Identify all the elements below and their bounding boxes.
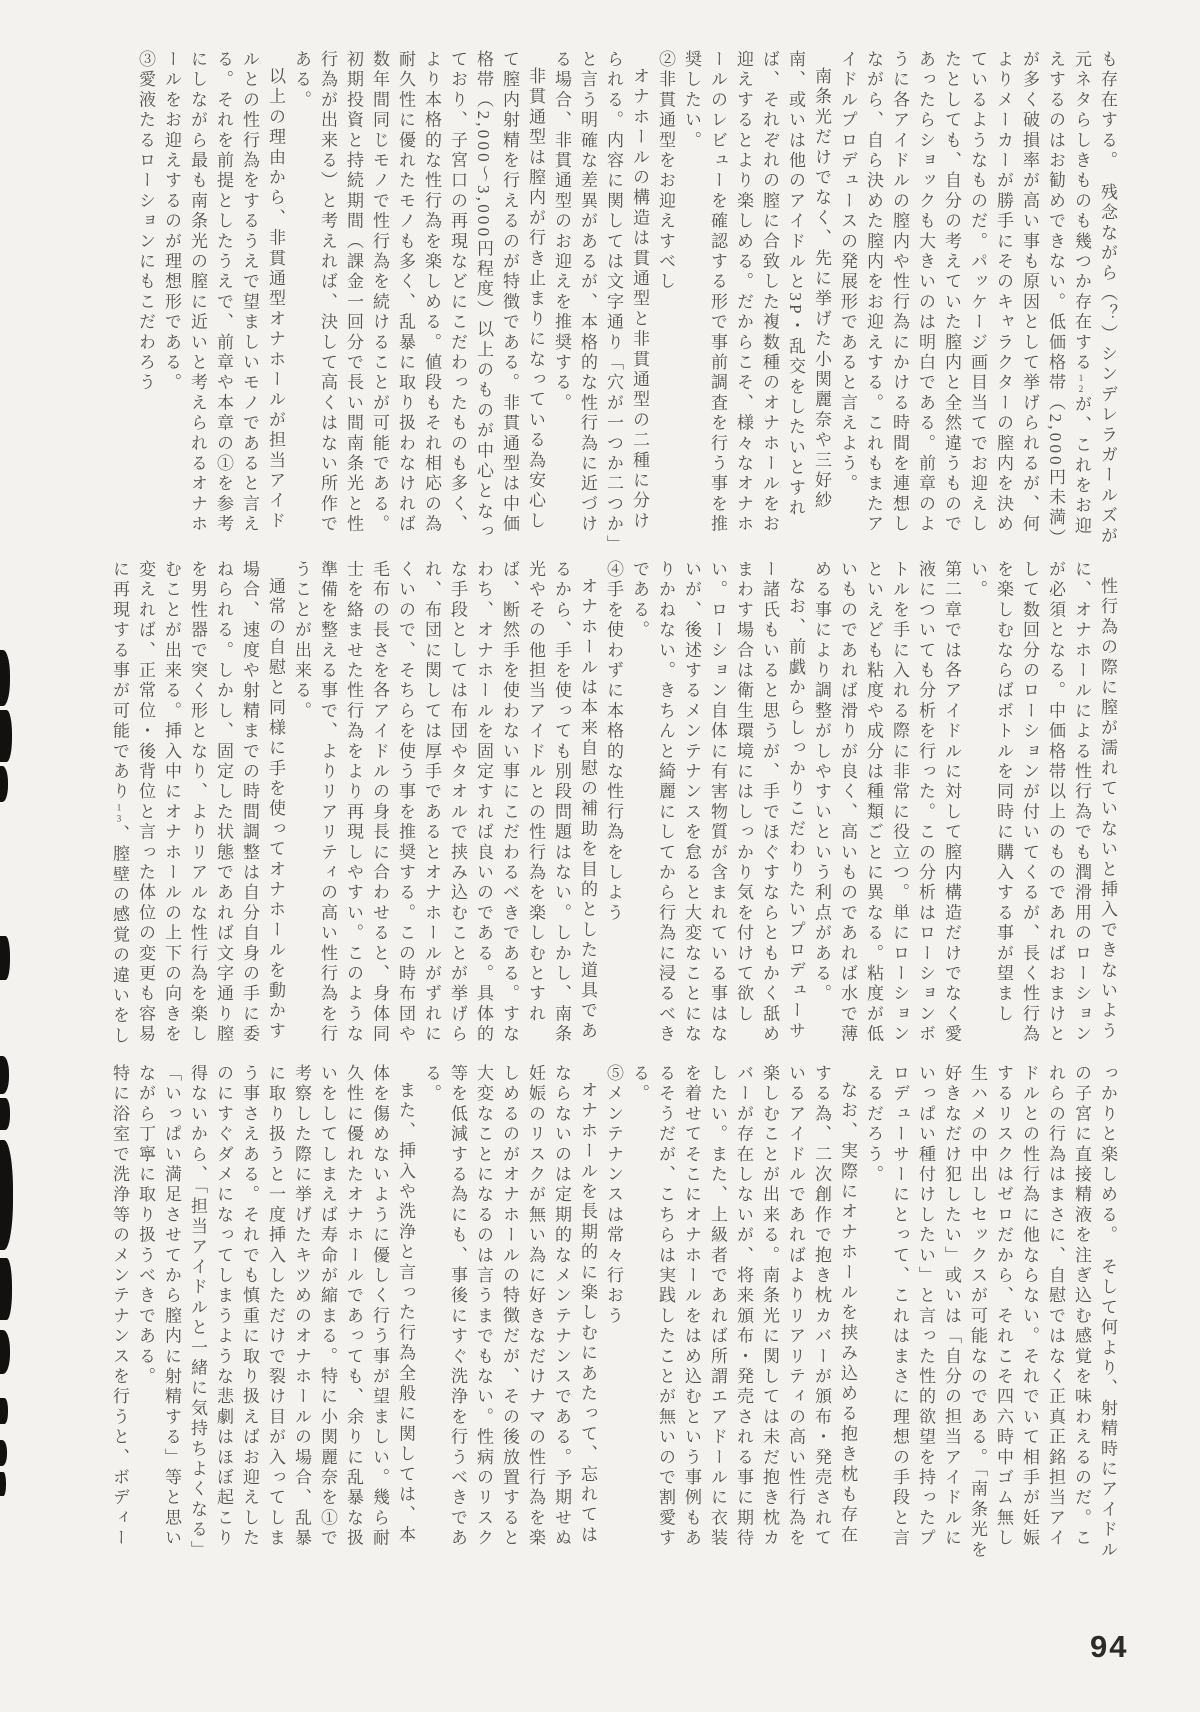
page-number: 94 — [1090, 1629, 1129, 1664]
paragraph: なお、前戯からしっかりこだわりたいプロデューサー諸氏もいると思うが、手でほぐすならともかく舐めまわす場合は衛生環境にはしっかり気を付けて欲しい。ローション自体に有害物質が含まれている事はないが、後述するメンテナンスを怠ると大変なことになりかねない。きちんと綺麗にしてから行為に浸るべきである。 — [630, 560, 805, 1045]
paragraph-text: が、これをお迎えするのはお勧めできない。低価格帯（2,000円未満）が多く破損率が高い事も原因として挙げられるが、何よりメーカーが勝手にそのキャラクターの膣内を決めているようなものだ。パッケージ画目当てでお迎えしたとしても、自分の考えていた膣内と全然違うものであったらショックも大きいのは明白である。前章のように各アイドルの膣内や性行為にかける時間を連想しながら、自ら決めた膣内をお迎えする。これもまたアイドルプロデュースの発展形であると言えよう。 — [838, 50, 1091, 541]
paragraph: 第二章では各アイドルに対して膣内構造だけでなく愛液についても分析を行った。この分析はローションボトルを手に入れる際に非常に役立つ。単にローションといえども粘度や成分は種類ごとに異なる。粘度が低いものであれば滑りが良く、高いものであれば水で薄める事により調整がしやすいという利点がある。 — [812, 560, 961, 1045]
paragraph: 以上の理由から、非貫通型オナホールが担当アイドルとの性行為をするうえで望ましいモノであると言える。それを前提としたうえで、前章や本章の①を参考にしながら最も南条光の膣に近いと考えられるオナホールをお迎えするのが理想形である。 — [162, 50, 285, 535]
paragraph-text: 通常の自慰と同様に手を使ってオナホールを動かす場合、速度や射精までの時間調整は自分自身の手に委ねられる。しかし、固定した状態であれば文字通り膣を男性器で突く形となり、よりリアルな性行為を楽しむことが出来る。挿入中にオナホールの上下の向きを変えれば、正常位・後背位と言った体位の変更も容易に再現する事が可能であり — [110, 560, 285, 1045]
ink-blot — [0, 650, 10, 706]
ink-blot — [0, 710, 12, 762]
paragraph-text: も存在する。 残念ながら（？）シンデレラガールズが元ネタらしきものも幾つか存在する — [1072, 50, 1117, 547]
section-heading: ②非貫通型をお迎えすべし — [656, 50, 675, 293]
paragraph: なお、実際にオナホールを挟み込める抱き枕も存在する為、二次創作で抱き枕カバーが頒布・発売されているアイドルであればよりリアリティの高い性行為を楽しむことが出来る。南条光に関しては未だ抱き枕カバーが存在しないが、将来頒布・発売される事に期待したい。また、上級者であれば所謂エアドールに衣装を着せてそこにオナホールをはめ込むという事例もあるそうだが、こちらは実践したことが無いので割愛する。 — [630, 1064, 857, 1549]
footnote-marker: 12 — [1076, 373, 1086, 396]
ink-blot — [0, 1140, 13, 1250]
ink-blot — [0, 766, 8, 802]
text-band-middle — [76, 560, 1120, 1058]
paragraph: オナホールは本来自慰の補助を目的とした道具であるから、手を使っても別段問題はない。しかし、南条光やその他担当アイドルとの性行為を楽しむとすれば、断然手を使わない事にこだわるべきである。すなわち、オナホールを固定すれば良いのである。具体的な手段としては布団やタオルで挟み込むことが挙げられ、布団に関しては厚手であるとオナホールがずれにくいので、そちらを使う事を推奨する。この時布団や毛布の長さを各アイドルの身長に合わせると、身体同士を絡ませた性行為をより再現しやすい。このような準備を整える事で、よりリアリティの高い性行為を行うことが出来る。 — [292, 560, 597, 1045]
paragraph: 性行為の際に膣が濡れていないと挿入できないように、オナホールによる性行為でも潤滑用のローションが必須となる。中価格帯以上のものであればおまけとして数回分のローションが付いてくるが、長く性行為を楽しむならばボトルを同時に購入する事が望ましい。 — [968, 560, 1117, 1045]
paragraph: また、挿入や洗浄と言った行為全般に関しては、本体を傷めないように優しく行う事が望ましい。幾ら耐久性に優れたオナホールであっても、余りに乱暴な扱いをしてしまえば寿命が縮まる。特に小関麗奈を①で考察した際に挙げたキツめのオナホールの場合、乱暴に取り扱うと一度挿入しただけで裂け目が入ってしまう事さえある。それでも慎重に取り扱えばお迎えしたのにすぐダメになってしまうような悲劇はほぼ起こり得ないから、「担当アイドルと一緒に気持ちよくなる」「いっぱい満足させてから膣内に射精する」等と思いながら丁寧に取り扱うべきである。 — [136, 1064, 415, 1561]
text-band-top — [76, 50, 1120, 548]
ink-blot — [0, 1098, 10, 1130]
ink-blot — [0, 1440, 7, 1466]
ink-blot — [0, 936, 10, 980]
ink-blot — [0, 1056, 9, 1094]
paragraph: オナホールを長期的に楽しむにあたって、忘れてはならないのは定期的なメンテナンスである。予期せぬ妊娠のリスクが無い為に好きなだけナマの性行為を楽しめるのがオナホールの特徴だが、その後放置すると大変なことになるのは言うまでもない。性病のリスク等を低減する為にも、事後にすぐ洗浄を行うべきである。 — [422, 1064, 597, 1549]
ink-blot — [0, 1472, 6, 1496]
ink-blot — [0, 1258, 12, 1320]
paragraph: 南条光だけでなく、先に挙げた小関麗奈や三好紗南、或いは他のアイドルと3P・乱交をしたいとすれば、それぞれの膣に合致した複数種のオナホールをお迎えするとより楽しめる。だからこそ、様々なオナホールのレビューを確認する形で事前調査を行う事を推奨したい。 — [682, 50, 831, 535]
paragraph — [834, 50, 1120, 548]
ink-blot — [0, 1330, 10, 1374]
section-heading: ④手を使わずに本格的な性行為をしよう — [604, 560, 623, 924]
paragraph: 非貫通型は膣内が行き止まりになっている為安心して膣内射精を行えるのが特徴である。非貫通型は中価格帯（2,000～3,000円程度）以上のものが中心となっており、子宮口の再現などにこだわったものも多く、より本格的な性行為を楽しめる。値段もそれ相応の為耐久性に優れたモノも多く、乱暴に取り扱わなければ数年間同じモノで性行為を続けることが可能である。初期投資と持続期間（課金一回分で長い間南条光と性行為が出来る）と考えれば、決して高くはない所作である。 — [292, 50, 545, 543]
paragraph-text: 、膣壁の感覚の違いをし — [110, 824, 129, 1047]
section-heading: ③愛液たるローションにもこだわろう — [136, 50, 155, 394]
paragraph — [106, 560, 288, 1058]
paragraph: っかりと楽しめる。 そして何より、射精時にアイドルの子宮に直接精液を注ぎ込む感覚を味わえるのだ。これらの行為はまさに、自慰ではなく正真正銘担当アイドルとの性行為に他ならない。それでいて相手が妊娠するリスクはゼロだから、それこそ四六時中ゴム無し生ハメの中出しセックスが可能なのである。「南条光を好きなだけ犯したい」或いは「自分の担当アイドルにいっぱい種付けしたい」と言った性的欲望を持ったプロデューサーにとって、これはまさに理想の手段と言えるだろう。 — [864, 1064, 1117, 1561]
text-band-bottom — [76, 1064, 1120, 1562]
ink-blot — [0, 1398, 8, 1424]
paragraph: 特に浴室で洗浄等のメンテナンスを行うと、ボディー — [110, 1064, 129, 1549]
section-heading: ⑤メンテナンスは常々行おう — [604, 1064, 623, 1327]
paragraph: オナホールの構造は貫通型と非貫通型の二種に分けられる。内容に関しては文字通り「穴が一つか二つか」と言う明確な差異があるが、本格的な性行為に近づける場合、非貫通型のお迎えを推奨する。 — [552, 50, 649, 547]
footnote-marker: 13 — [114, 802, 124, 825]
